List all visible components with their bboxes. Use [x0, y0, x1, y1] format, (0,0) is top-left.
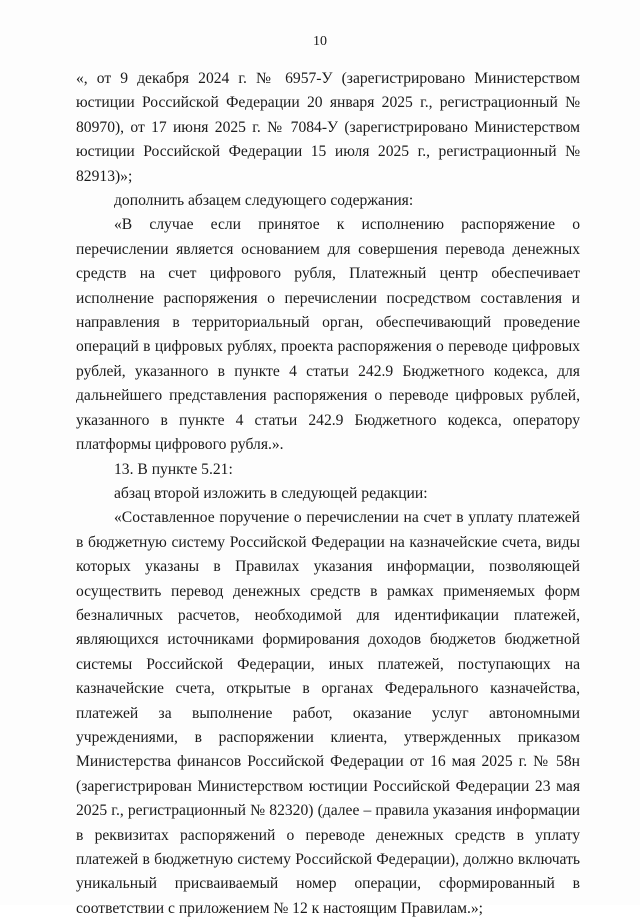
paragraph-replace-instruction: абзац второй изложить в следующей редакции: — [114, 484, 428, 502]
page-number: 10 — [313, 34, 327, 49]
paragraph-item-13: 13. В пункте 5.21: — [114, 460, 233, 478]
paragraph-amendment-dates: «, от 9 декабря 2024 г. № 6957-У (зарегистрировано Министерством юстиции Российской Федерации 20 января 2025 г., регистрационный № 80970), от 17 июня 2025 г. № 7084-У (зарегистрировано Министерством юстиции Российской Федерации 15 июля 2025 г., регистрационный № 82913)»; — [76, 70, 580, 185]
paragraph-digital-ruble: «В случае если принятое к исполнению распоряжение о перечислении является основанием для совершения перевода денежных средств на счет цифрового рубля, Платежный центр обеспечивает исполнение распоряжения о перечислении посредством составления и направления в территориальный орган, обеспечивающий проведение операций в цифровых рублях, проекта распоряжения о переводе цифровых рублей, указанного в пункте 4 статьи 242.9 Бюджетного кодекса, для дальнейшего представления распоряжения о переводе цифровых рублей, указанного в пункте 4 статьи 242.9 Бюджетного кодекса, оператору платформы цифрового рубля.». — [76, 216, 580, 454]
paragraph-payment-order: «Составленное поручение о перечислении на счет в уплату платежей в бюджетную систему Российской Федерации на казначейские счета, виды которых указаны в Правилах указания информации, позволяющей осуществить перевод денежных средств в рамках применяемых форм безналичных расчетов, необходимой для идентификации платежей, являющихся источниками формирования доходов бюджетов бюджетной системы Российской Федерации, иных платежей, поступающих на казначейские счета, открытые в органах Федерального казначейства, платежей за выполнение работ, оказание услуг автономными учреждениями, в распоряжении клиента, утвержденных приказом Министерства финансов Российской Федерации от 16 мая 2025 г. № 58н (зарегистрирован Министерством юстиции Российской Федерации 23 мая 2025 г., регистрационный № 82320) (далее – правила указания информации в реквизитах распоряжений о переводе денежных средств в уплату платежей в бюджетную систему Российской Федерации), должно включать уникальный присваиваемый номер операции, сформированный в соответствии с приложением № 12 к настоящим Правилам.»; — [76, 509, 580, 917]
paragraph-add-instruction: дополнить абзацем следующего содержания: — [114, 192, 414, 210]
document-body — [76, 67, 580, 921]
